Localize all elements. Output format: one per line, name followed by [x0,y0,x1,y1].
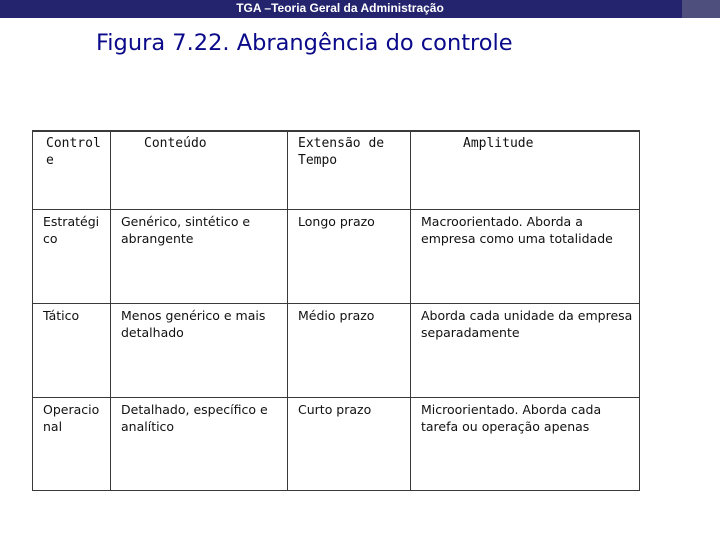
header-bar-accent [682,0,720,18]
header-title: TGA –Teoria Geral da Administração [236,1,444,15]
cell-content: Menos genérico e mais detalhado [111,304,288,398]
cell-time-extent: Curto prazo [288,398,411,491]
cell-amplitude: Microorientado. Aborda cada tarefa ou operação apenas [411,398,640,491]
slide-title: Figura 7.22. Abrangência do controle [96,30,513,56]
header-bar [0,0,720,18]
cell-content: Genérico, sintético e abrangente [111,210,288,304]
header-control: Control e [33,131,111,210]
cell-level: Estratégi co [33,210,111,304]
cell-time-extent: Médio prazo [288,304,411,398]
cell-amplitude: Aborda cada unidade da empresa separadamente [411,304,640,398]
table-row [33,210,640,304]
cell-content: Detalhado, específico e analítico [111,398,288,491]
header-time-extent: Extensão de Tempo [288,131,411,210]
table-row [33,304,640,398]
header-content: Conteúdo [111,131,288,210]
header-amplitude: Amplitude [411,131,640,210]
cell-level: Tático [33,304,111,398]
table-header-row [33,131,640,210]
cell-amplitude: Macroorientado. Aborda a empresa como uma totalidade [411,210,640,304]
cell-level: Operacio nal [33,398,111,491]
table-row [33,398,640,491]
control-scope-table [32,130,640,491]
cell-time-extent: Longo prazo [288,210,411,304]
